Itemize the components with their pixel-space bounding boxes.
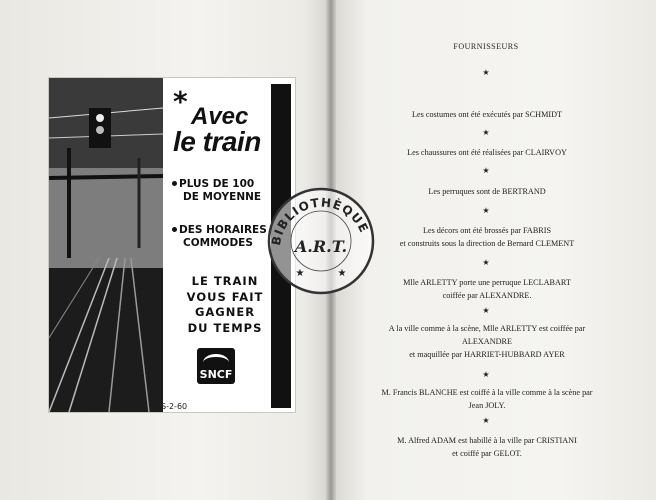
slogan-line: LE TRAIN	[191, 274, 259, 288]
stamp-star-icon: ★	[337, 268, 347, 279]
credit-entry	[356, 322, 618, 361]
star-separator: ★	[482, 306, 490, 315]
section-title: FOURNISSEURS	[453, 42, 519, 51]
credit-line: Les costumes ont été exécutés par SCHMIDT	[411, 110, 563, 119]
ad-bullet-speed	[179, 178, 261, 204]
headline-line-2: le train	[173, 125, 261, 157]
slogan-line: VOUS FAIT	[186, 289, 264, 304]
ad-bullet-schedules	[179, 224, 267, 250]
credit-line: coiffée par ALEXANDRE.	[442, 291, 532, 301]
star-separator: ★	[482, 166, 490, 175]
slogan-line: GAGNER	[194, 305, 256, 320]
star-separator: ★	[482, 128, 490, 137]
stamp-star-icon: ★	[295, 268, 305, 279]
stamp-text-center: A.R.T.	[294, 237, 348, 256]
star-separator: ★	[482, 258, 490, 267]
railway-illustration	[49, 78, 163, 412]
star-separator: ★	[482, 206, 490, 215]
star-separator: ★	[482, 370, 490, 379]
sncf-logo: SNCF	[197, 348, 235, 384]
credit-line: Jean JOLY.	[468, 401, 506, 411]
credit-line: ALEXANDRE	[461, 337, 513, 347]
bullet-line: DES HORAIRES	[179, 224, 267, 236]
credit-entry	[356, 386, 618, 412]
bullet-line: PLUS DE 100	[179, 178, 255, 190]
suppliers-credits	[336, 0, 656, 500]
star-separator: ★	[482, 68, 490, 77]
credit-entry	[356, 434, 618, 460]
ad-headline	[173, 103, 273, 157]
bullet-line: COMMODES	[183, 237, 253, 250]
stamp-text-top: BIBLIOTHÈQUE	[268, 195, 372, 247]
railway-photo	[49, 78, 163, 412]
credit-line: Les chaussures ont été réalisées par CLAIRVOY	[407, 148, 567, 157]
ad-slogan	[177, 274, 273, 336]
bullet-dot-icon	[172, 181, 177, 186]
ad-code: S-2-60	[161, 402, 188, 411]
credit-line: M. Francis BLANCHE est coiffé à la ville comme à la scène par	[381, 388, 593, 397]
slogan-line: DU TEMPS	[187, 320, 263, 335]
credit-entry	[356, 276, 618, 302]
credit-entry	[356, 185, 618, 198]
library-stamp	[266, 186, 376, 296]
credit-line: Les décors ont été brossés par FABRIS	[422, 226, 552, 235]
bullet-line: DE MOYENNE	[183, 191, 262, 204]
credit-line: et coiffé par GELOT.	[452, 449, 522, 459]
credit-line: et maquillée par HARRIET-HUBBARD AYER	[409, 350, 565, 360]
headline-line-1: Avec	[191, 103, 249, 130]
asterisk-mark: *	[173, 85, 188, 118]
credit-entry	[356, 146, 618, 159]
credit-line: et construits sous la direction de Bernard CLEMENT	[399, 239, 575, 249]
credit-line: Les perruques sont de BERTRAND	[428, 187, 546, 196]
credit-line: Mlle ARLETTY porte une perruque LECLABART	[403, 278, 571, 287]
credit-line: M. Alfred ADAM est habillé à la ville par CRISTIANI	[397, 436, 577, 445]
bullet-dot-icon	[172, 227, 177, 232]
credit-entry	[356, 108, 618, 121]
credit-entry	[356, 224, 618, 250]
star-separator: ★	[482, 416, 490, 425]
train-advertisement	[48, 77, 296, 413]
credit-line: A la ville comme à la scène, Mlle ARLETTY est coiffée par	[388, 324, 586, 333]
